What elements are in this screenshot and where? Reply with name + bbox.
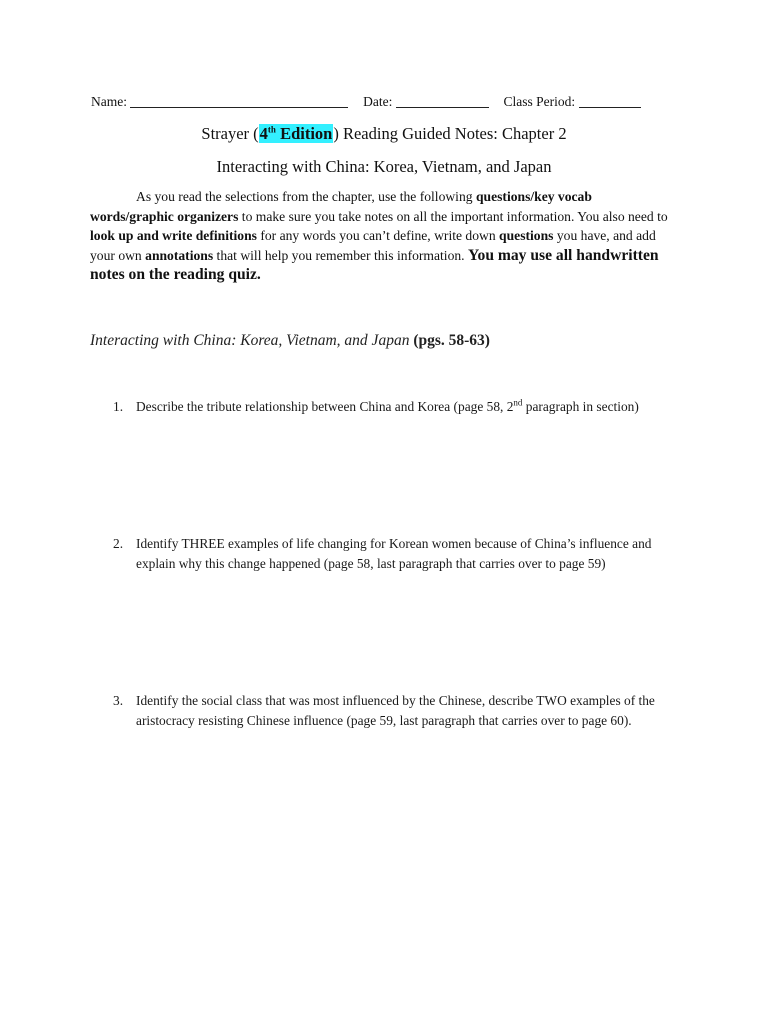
- question-2: [113, 534, 683, 573]
- class-period-blank[interactable]: [579, 93, 641, 108]
- question-text: Identify THREE examples of life changing for Korean women because of China’s influence and explain why this change happened (page 58, last paragraph that carries over to page 59): [136, 536, 652, 571]
- date-blank[interactable]: [396, 93, 489, 108]
- question-1: [113, 397, 683, 417]
- edition-highlight: 4th Edition: [259, 124, 333, 143]
- section-pages: (pgs. 58-63): [413, 332, 490, 349]
- quiz-note: You may use all handwritten notes on the reading quiz.: [90, 246, 659, 284]
- question-text: Identify the social class that was most influenced by the Chinese, describe TWO examples of the aristocracy resisting Chinese influence (page 59, last paragraph that carries over to page 60).: [136, 693, 655, 728]
- question-3: [113, 691, 683, 730]
- question-number: 3.: [113, 693, 124, 708]
- question-number: 2.: [113, 536, 124, 551]
- name-label: Name:: [91, 94, 127, 109]
- worksheet-title: Strayer (4th Edition) Reading Guided Notes: Chapter 2: [201, 124, 567, 143]
- question-text: Describe the tribute relationship between China and Korea (page 58, 2nd paragraph in section): [136, 397, 639, 414]
- chapter-subtitle: Interacting with China: Korea, Vietnam, and Japan: [216, 157, 552, 176]
- date-label: Date:: [363, 94, 393, 109]
- question-number: 1.: [113, 399, 124, 414]
- section-heading: Interacting with China: Korea, Vietnam, and Japan (pgs. 58-63): [90, 332, 490, 349]
- name-blank[interactable]: [130, 93, 348, 108]
- class-period-label: Class Period:: [503, 94, 576, 109]
- instructions-paragraph: As you read the selections from the chapter, use the following questions/key vocab words/graphic organizers to make sure you take notes on all the important information. You also need to look up and write definitions for any words you can’t define, write down questions you have, and add your own annotations that will help you remember this information. You may use all handwritten notes on the reading quiz.: [90, 189, 668, 284]
- student-info-line: [91, 93, 691, 110]
